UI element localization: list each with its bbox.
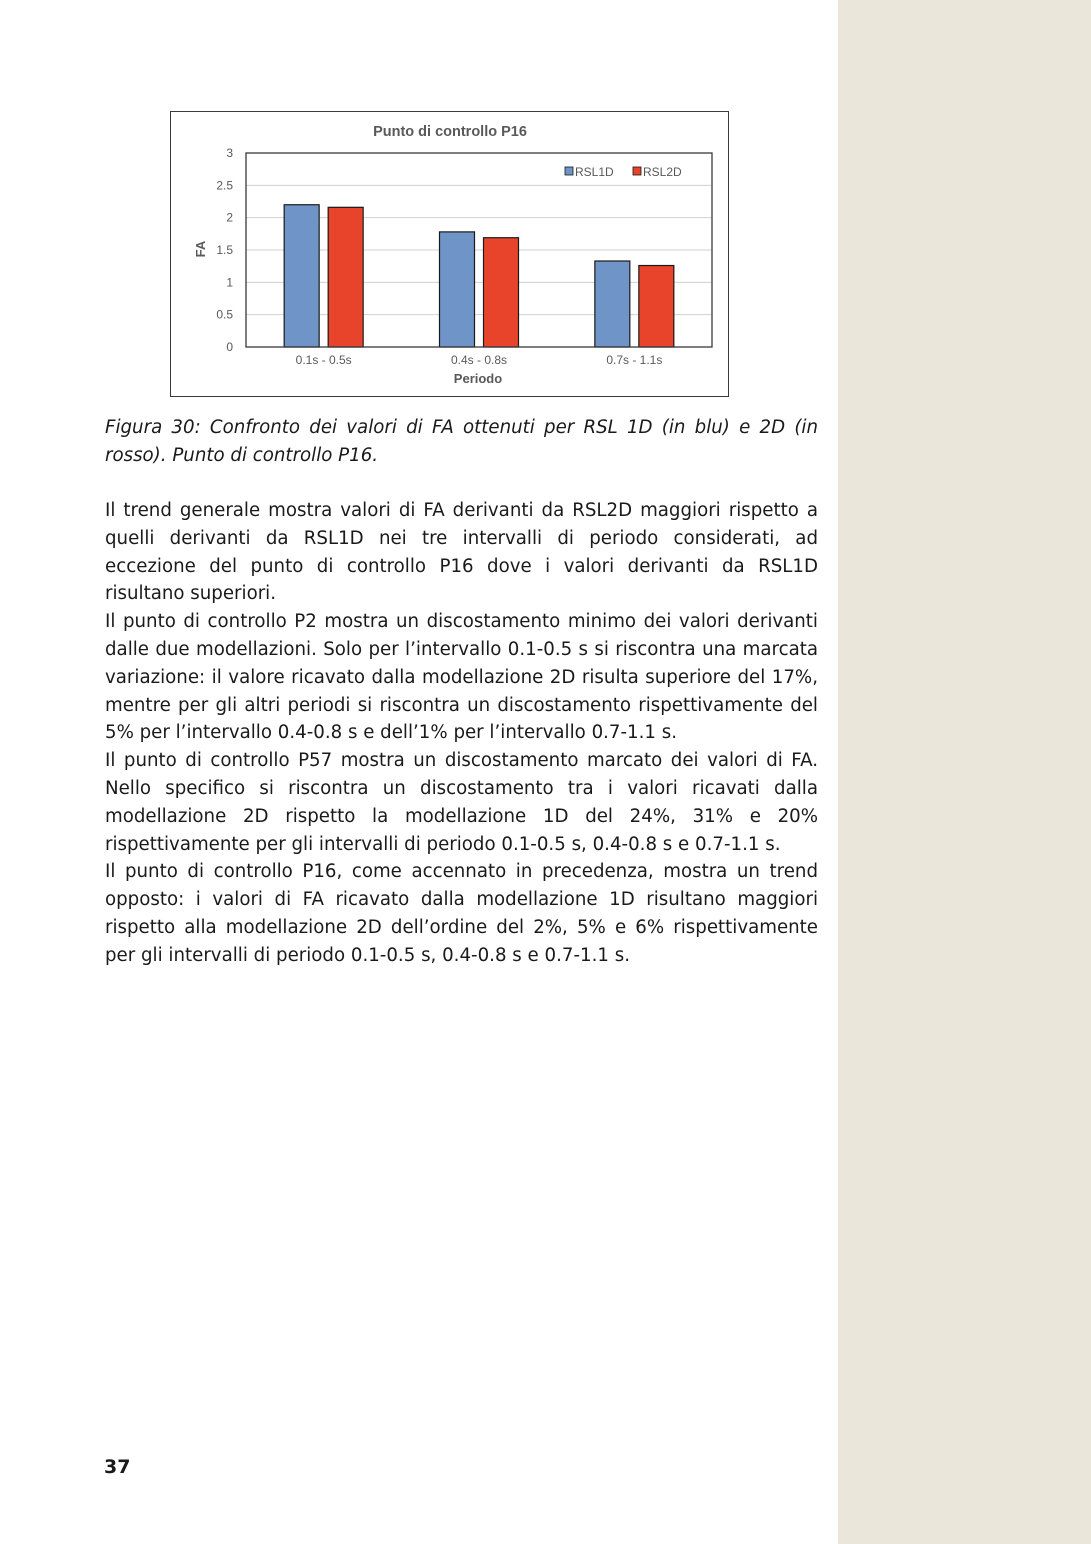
- x-tick-label: 0.7s - 1.1s: [606, 353, 663, 367]
- y-tick-label: 2.5: [216, 178, 233, 193]
- y-tick-label: 1.5: [216, 243, 233, 257]
- legend-label-rsl1d: RSL1D: [575, 165, 614, 179]
- legend-label-rsl2d: RSL2D: [643, 165, 682, 179]
- legend-swatch-rsl1d: [565, 167, 573, 175]
- y-tick-label: 0: [226, 340, 233, 354]
- y-tick-label: 1: [226, 275, 233, 290]
- y-tick-label: 3: [226, 146, 233, 160]
- x-axis-label: Periodo: [453, 371, 503, 386]
- paragraph: Il trend generale mostra valori di FA derivanti da RSL2D maggiori rispetto a quelli derivanti da RSL1D nei tre intervalli di periodo considerati, ad eccezione del punto di controllo P16 dove i valori derivanti da RSL1D risultano superiori.: [105, 500, 818, 605]
- bar-rsl1d: [284, 205, 319, 347]
- y-tick-label: 2: [226, 210, 233, 225]
- y-tick-label: 0.5: [216, 307, 233, 322]
- figure-caption: Figura 30: Confronto dei valori di FA ottenuti per RSL 1D (in blu) e 2D (in rosso). Punto di controllo P16.: [105, 417, 818, 466]
- chart-title: Punto di controllo P16: [373, 124, 527, 140]
- x-tick-label: 0.4s - 0.8s: [450, 353, 508, 367]
- paragraph: Il punto di controllo P57 mostra un discostamento marcato dei valori di FA. Nello specifico si riscontra un discostamento tra i valori ricavati dalla modellazione 2D rispetto la modellazione 1D del 24%, 31% e 20% rispettivamente per gli intervalli di periodo 0.1-0.5 s, 0.4-0.8 s e 0.7-1.1 s.: [105, 750, 818, 855]
- bar-rsl2d: [484, 238, 519, 347]
- bar-rsl1d: [440, 232, 475, 347]
- bar-rsl2d: [639, 266, 674, 347]
- paragraph: Il punto di controllo P16, come accennato in precedenza, mostra un trend opposto: i valori di FA ricavato dalla modellazione 1D risultano maggiori rispetto alla modellazione 2D dell’ordine del 2%, 5% e 6% rispettivamente per gli intervalli di periodo 0.1-0.5 s, 0.4-0.8 s e 0.7-1.1 s.: [105, 861, 818, 966]
- page-number: 37: [104, 1456, 131, 1478]
- body-text: [105, 497, 818, 970]
- bar-rsl1d: [595, 261, 630, 347]
- figure-chart: [170, 111, 729, 397]
- paragraph: Il punto di controllo P2 mostra un discostamento minimo dei valori derivanti dalle due modellazioni. Solo per l’intervallo 0.1-0.5 s si riscontra una marcata variazione: il valore ricavato dalla modellazione 2D risulta superiore del 17%, mentre per gli altri periodi si riscontra un discostamento rispettivamente del 5% per l’intervallo 0.4-0.8 s e dell’1% per l’intervallo 0.7-1.1 s.: [105, 611, 818, 744]
- legend-swatch-rsl2d: [633, 167, 641, 175]
- y-axis-label: FA: [193, 240, 208, 258]
- x-tick-label: 0.1s - 0.5s: [295, 353, 352, 367]
- bar-rsl2d: [328, 207, 363, 347]
- bar-chart: [171, 112, 727, 395]
- side-margin-band: [838, 0, 1091, 1544]
